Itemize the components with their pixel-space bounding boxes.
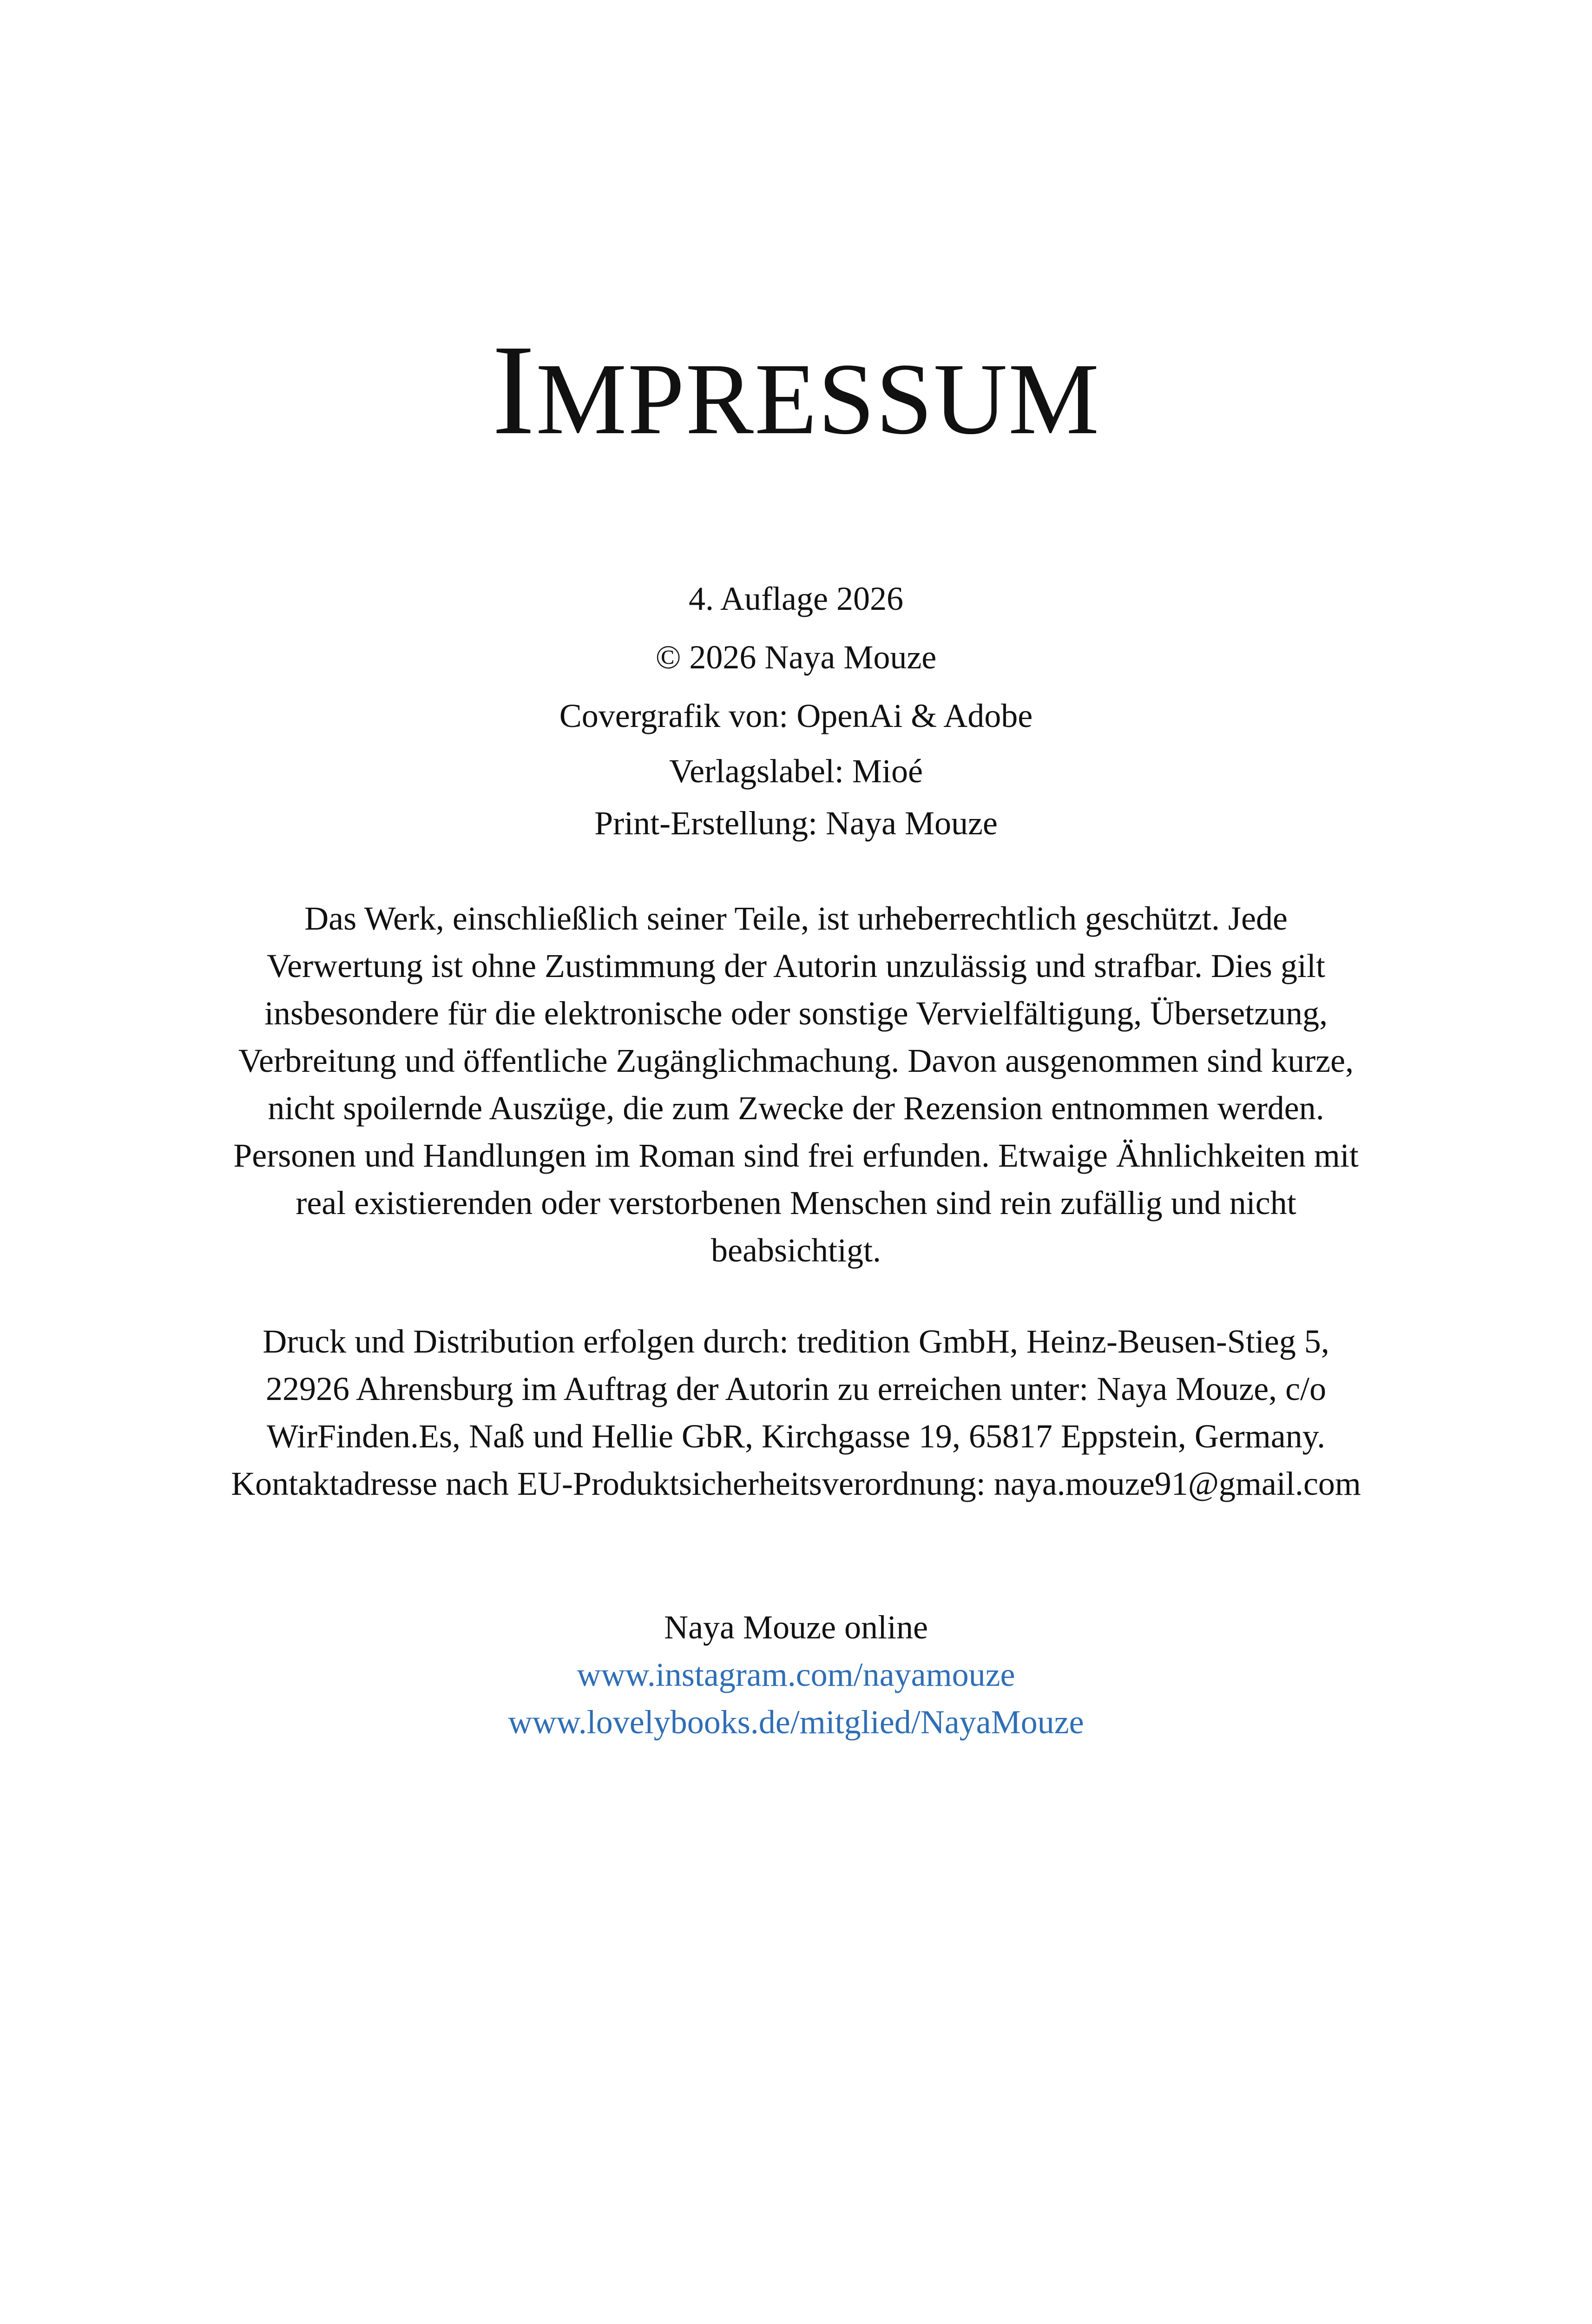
lovelybooks-link[interactable]: www.lovelybooks.de/mitglied/NayaMouze [508, 1703, 1084, 1741]
notice-line: real existierenden oder verstorbenen Menschen sind rein zufällig und nicht [296, 1184, 1296, 1221]
notice-line: Verwertung ist ohne Zustimmung der Autorin unzulässig und strafbar. Dies gilt [267, 947, 1325, 984]
edition-line: 4. Auflage 2026 [689, 580, 903, 617]
page-title [0, 318, 1592, 462]
copyright-notice [0, 895, 1592, 1274]
title-initial: I [492, 318, 536, 462]
print-distribution-info [0, 1318, 1592, 1507]
distribution-line: Druck und Distribution erfolgen durch: tredition GmbH, Heinz-Beusen-Stieg 5, [263, 1323, 1329, 1360]
publication-info [0, 569, 1592, 849]
print-creation-line: Print-Erstellung: Naya Mouze [594, 805, 998, 842]
notice-line: Verbreitung und öffentliche Zugänglichmachung. Davon ausgenommen sind kurze, [238, 1042, 1354, 1079]
instagram-link[interactable]: www.instagram.com/nayamouze [577, 1656, 1015, 1693]
notice-line: Personen und Handlungen im Roman sind frei erfunden. Etwaige Ähnlichkeiten mit [233, 1137, 1359, 1174]
copyright-line: © 2026 Naya Mouze [655, 639, 937, 676]
notice-line: Das Werk, einschließlich seiner Teile, ist urheberrechtlich geschützt. Jede [304, 900, 1288, 937]
online-heading: Naya Mouze online [664, 1609, 928, 1646]
contact-address-line: Kontaktadresse nach EU-Produktsicherheitsverordnung: naya.mouze91@gmail.com [231, 1465, 1361, 1502]
distribution-line: WirFinden.Es, Naß und Hellie GbR, Kirchgasse 19, 65817 Eppstein, Germany. [266, 1418, 1326, 1455]
notice-line: beabsichtigt. [711, 1232, 881, 1269]
notice-line: nicht spoilernde Auszüge, die zum Zwecke der Rezension entnommen werden. [268, 1089, 1324, 1127]
cover-credit-line: Covergrafik von: OpenAi & Adobe [559, 697, 1033, 734]
distribution-line: 22926 Ahrensburg im Auftrag der Autorin zu erreichen unter: Naya Mouze, c/o [265, 1370, 1327, 1407]
notice-line: insbesondere für die elektronische oder sonstige Vervielfältigung, Übersetzung, [264, 995, 1328, 1032]
publisher-label-line: Verlagslabel: Mioé [669, 753, 923, 790]
online-presence [0, 1604, 1592, 1746]
title-rest: MPRESSUM [536, 342, 1100, 456]
